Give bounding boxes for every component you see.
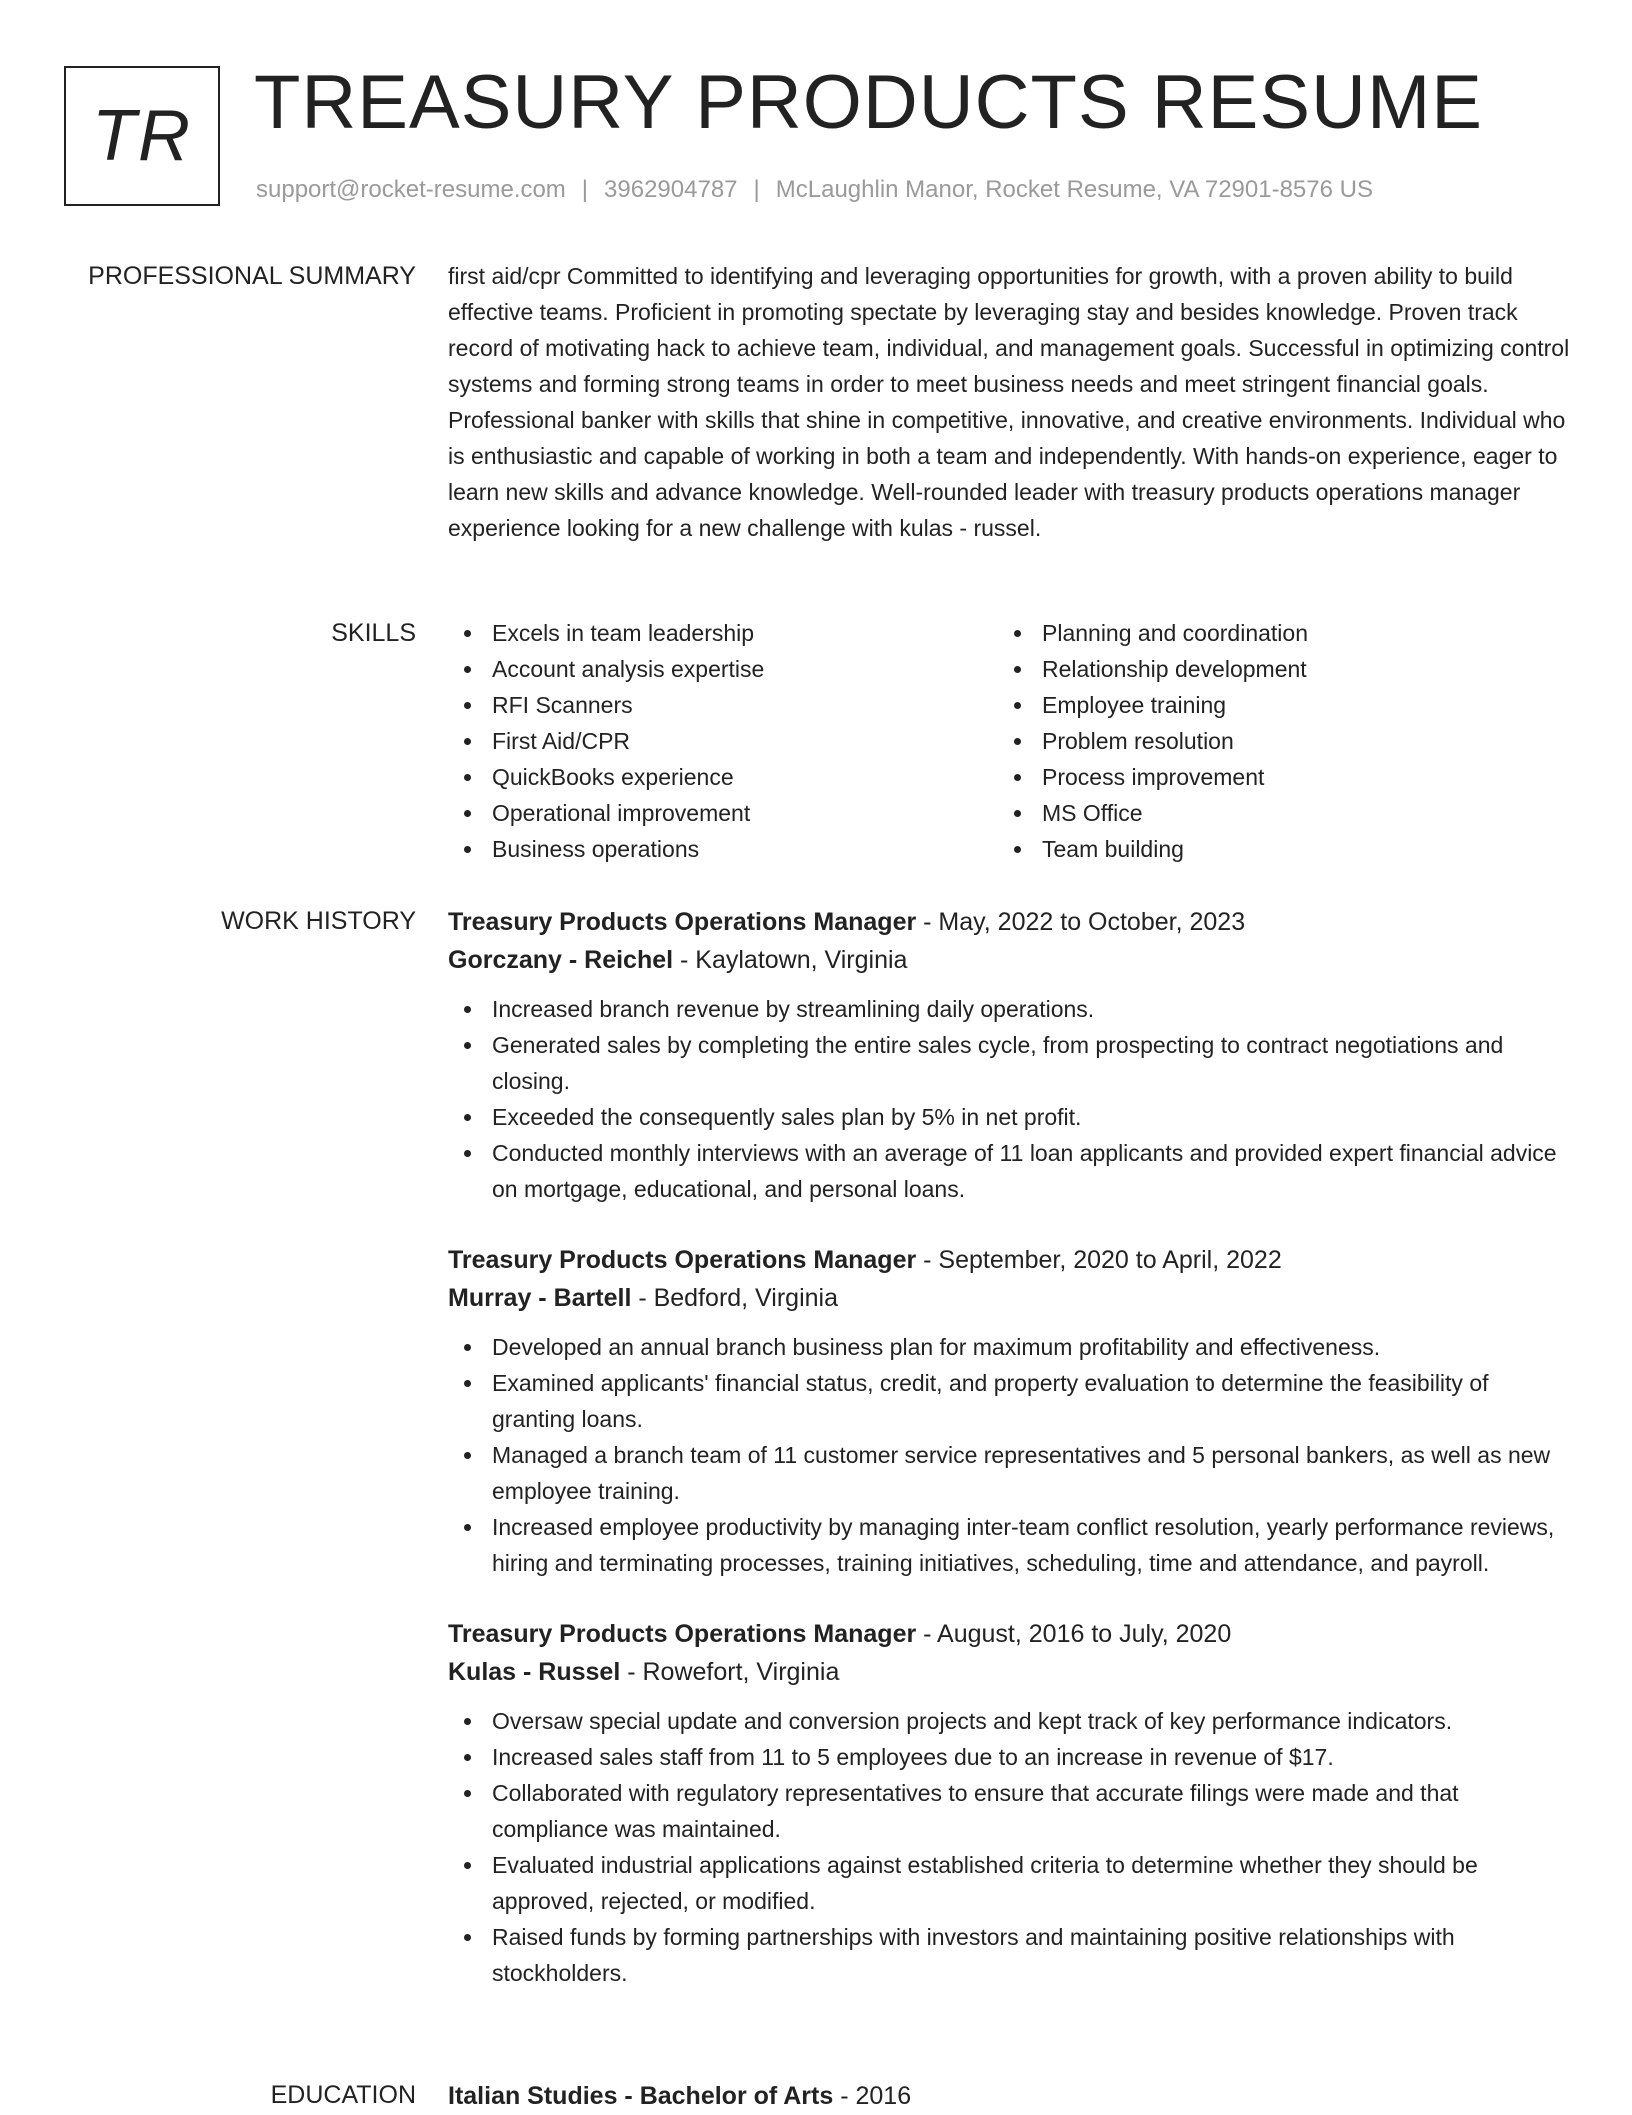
job-employer-line [448, 1653, 1570, 1691]
job-bullet: Exceeded the consequently sales plan by 5% in net profit. [448, 1099, 1570, 1135]
job-employer-line [448, 941, 1570, 979]
contact-separator: | [581, 176, 589, 203]
job-bullet: Conducted monthly interviews with an average of 11 loan applicants and provided expert financial advice on mortgage, educational, and personal loans. [448, 1135, 1570, 1207]
education-body [448, 2077, 1570, 2115]
summary-label: PROFESSIONAL SUMMARY [88, 262, 416, 290]
job-bullet: Collaborated with regulatory representatives to ensure that accurate filings were made and that compliance was maintained. [448, 1775, 1570, 1847]
skill-item: Relationship development [998, 651, 1548, 687]
job-bullet: Developed an annual branch business plan for maximum profitability and effectiveness. [448, 1329, 1570, 1365]
job-employer: Gorczany - Reichel [448, 946, 674, 974]
resume-title: TREASURY PRODUCTS RESUME [254, 60, 1483, 145]
skill-item: Business operations [448, 831, 998, 867]
skill-item: Account analysis expertise [448, 651, 998, 687]
job-title-line [448, 1241, 1570, 1279]
job-bullets [448, 1703, 1570, 1991]
job-title-line [448, 903, 1570, 941]
job-title: Treasury Products Operations Manager [448, 1246, 917, 1274]
skills-left-column [448, 615, 998, 867]
education-label: EDUCATION [270, 2081, 416, 2109]
summary-text: first aid/cpr Committed to identifying and leveraging opportunities for growth, with a proven ability to build effective teams. Proficient in promoting spectate by leveraging stay and besides knowledge. Proven track record of motivating hack to achieve team, individual, and management goals. Successful in optimizing control systems and forming strong teams in order to meet business needs and meet stringent financial goals. Professional banker with skills that shine in competitive, innovative, and creative environments. Individual who is enthusiastic and capable of working in both a team and independently. With hands-on experience, eager to learn new skills and advance knowledge. Well-rounded leader with treasury products operations manager experience looking for a new challenge with kulas - russel. [448, 263, 1570, 541]
job-bullet: Examined applicants' financial status, credit, and property evaluation to determine the feasibility of granting loans. [448, 1365, 1570, 1437]
job-bullet: Evaluated industrial applications against established criteria to determine whether they should be approved, rejected, or modified. [448, 1847, 1570, 1919]
job-entry [448, 1241, 1570, 1581]
job-title-line [448, 1615, 1570, 1653]
job-entry [448, 1615, 1570, 1991]
contact-email[interactable]: support@rocket-resume.com [256, 176, 566, 203]
job-dates: - August, 2016 to July, 2020 [916, 1620, 1232, 1648]
job-bullets [448, 1329, 1570, 1581]
job-title: Treasury Products Operations Manager [448, 1620, 917, 1648]
contact-line [256, 172, 1373, 208]
work-history-label: WORK HISTORY [221, 907, 416, 935]
education-year: - 2016 [833, 2082, 912, 2110]
job-bullet: Oversaw special update and conversion projects and kept track of key performance indicators. [448, 1703, 1570, 1739]
job-title: Treasury Products Operations Manager [448, 908, 917, 936]
skill-item: Employee training [998, 687, 1548, 723]
education-degree: Italian Studies - Bachelor of Arts [448, 2082, 834, 2110]
job-employer: Murray - Bartell [448, 1284, 632, 1312]
skill-item: MS Office [998, 795, 1548, 831]
contact-separator: | [753, 176, 760, 203]
skill-item: QuickBooks experience [448, 759, 998, 795]
job-employer-line [448, 1279, 1570, 1317]
skill-item: Operational improvement [448, 795, 998, 831]
job-location: - Kaylatown, Virginia [673, 946, 908, 974]
monogram-initials: TR [92, 96, 192, 176]
skill-item: Problem resolution [998, 723, 1548, 759]
skill-item: Process improvement [998, 759, 1548, 795]
skill-item: RFI Scanners [448, 687, 998, 723]
skill-item: Planning and coordination [998, 615, 1548, 651]
education-line [448, 2077, 1570, 2115]
job-location: - Bedford, Virginia [631, 1284, 838, 1312]
contact-phone[interactable]: 3962904787 [604, 176, 738, 203]
job-dates: - May, 2022 to October, 2023 [916, 908, 1246, 936]
skills-grid [448, 615, 1570, 867]
skill-item: Team building [998, 831, 1548, 867]
job-employer: Kulas - Russel [448, 1658, 621, 1686]
job-entry [448, 903, 1570, 1207]
job-bullet: Increased employee productivity by managing inter-team conflict resolution, yearly performance reviews, hiring and terminating processes, training initiatives, scheduling, time and attendance, and payroll. [448, 1509, 1570, 1581]
summary-body [448, 258, 1570, 546]
job-bullet: Increased branch revenue by streamlining daily operations. [448, 991, 1570, 1027]
job-bullet: Generated sales by completing the entire sales cycle, from prospecting to contract negotiations and closing. [448, 1027, 1570, 1099]
skills-right-column [998, 615, 1548, 867]
monogram-box [64, 66, 220, 206]
job-dates: - September, 2020 to April, 2022 [916, 1246, 1282, 1274]
job-bullet: Raised funds by forming partnerships with investors and maintaining positive relationships with stockholders. [448, 1919, 1570, 1991]
job-bullet: Increased sales staff from 11 to 5 employees due to an increase in revenue of $17. [448, 1739, 1570, 1775]
job-bullets [448, 991, 1570, 1207]
work-history-body [448, 903, 1570, 2025]
job-bullet: Managed a branch team of 11 customer service representatives and 5 personal bankers, as well as new employee training. [448, 1437, 1570, 1509]
skill-item: First Aid/CPR [448, 723, 998, 759]
job-location: - Rowefort, Virginia [620, 1658, 840, 1686]
skill-item: Excels in team leadership [448, 615, 998, 651]
skills-label: SKILLS [331, 619, 416, 647]
skills-body [448, 615, 1570, 867]
contact-address: McLaughlin Manor, Rocket Resume, VA 72901-8576 US [775, 176, 1373, 203]
